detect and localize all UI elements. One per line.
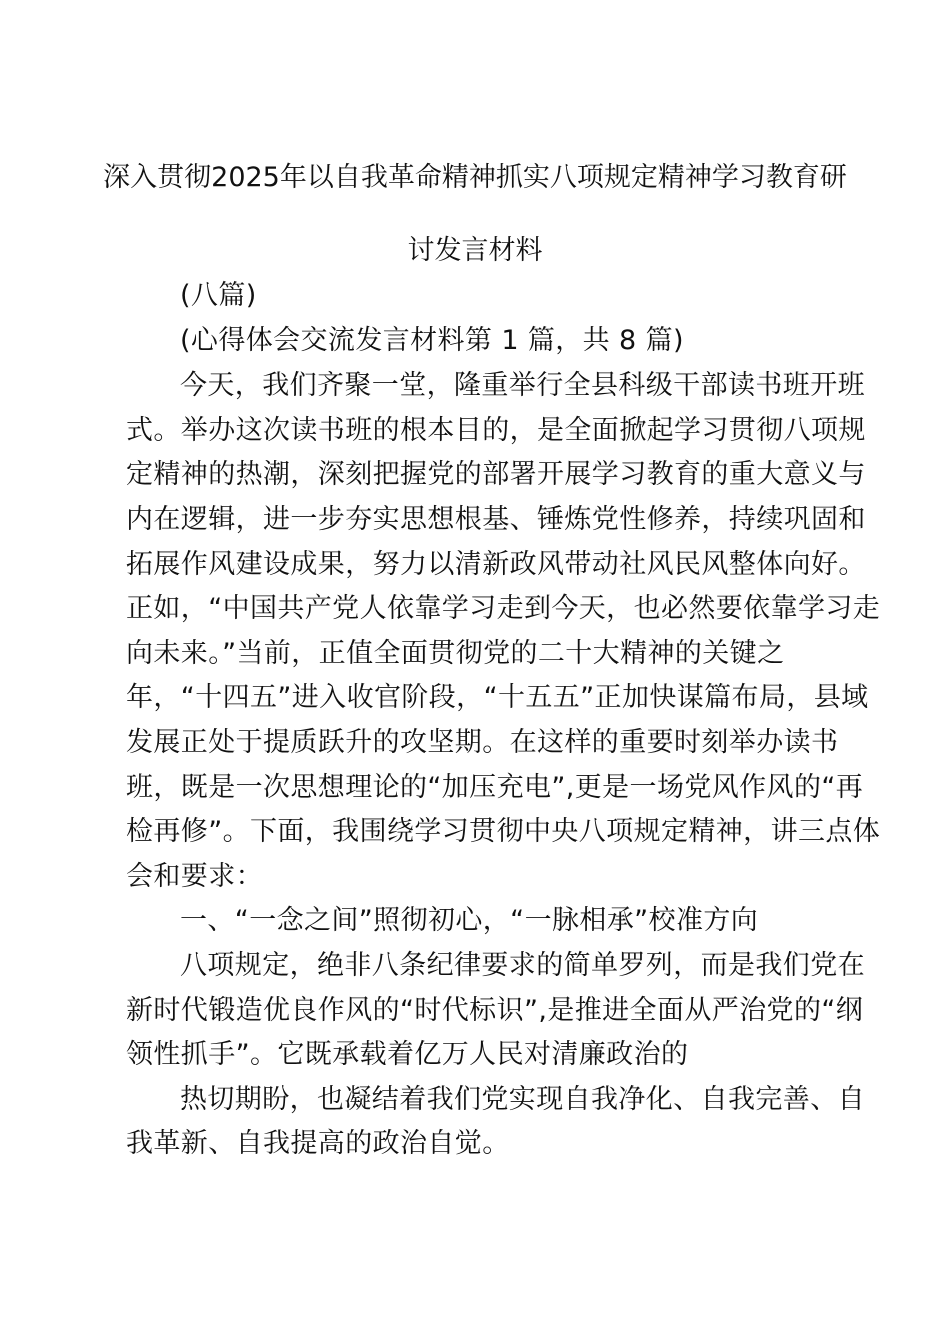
paragraph-line: 新时代锻造优良作风的“时代标识”,是推进全面从严治党的“纲 (126, 995, 864, 1026)
paragraph-line: 年，“十四五”进入收官阶段，“十五五”正加快谋篇布局，县域 (126, 682, 869, 713)
paragraph-line: 发展正处于提质跃升的攻坚期。在这样的重要时刻举办读书 (126, 727, 839, 758)
paragraph-line: 定精神的热潮，深刻把握党的部署开展学习教育的重大意义与 (126, 459, 866, 490)
document-title-line-2: 讨发言材料 (407, 235, 543, 266)
series-note: (心得体会交流发言材料第 1 篇，共 8 篇) (180, 325, 684, 356)
paragraph-line: 班，既是一次思想理论的“加压充电”,更是一场党风作风的“再 (126, 772, 864, 803)
paragraph-line: 今天，我们齐聚一堂，隆重举行全县科级干部读书班开班 (180, 370, 865, 401)
paragraph-line: 检再修”。下面，我围绕学习贯彻中央八项规定精神，讲三点体 (126, 816, 881, 847)
paragraph-line: 向未来。”当前，正值全面贯彻党的二十大精神的关键之 (126, 638, 785, 669)
paragraph-line: 内在逻辑，进一步夯实思想根基、锤炼党性修养，持续巩固和 (126, 504, 866, 535)
paragraph-line: 正如，“中国共产党人依靠学习走到今天，也必然要依靠学习走 (126, 593, 881, 624)
paragraph-line: 领性抓手”。它既承载着亿万人民对清廉政治的 (126, 1039, 689, 1070)
paragraph-line: 八项规定，绝非八条纪律要求的简单罗列，而是我们党在 (180, 950, 865, 981)
document-title-line-1: 深入贯彻2025年以自我革命精神抓实八项规定精神学习教育研 (103, 162, 847, 193)
paragraph-line: 我革新、自我提高的政治自觉。 (126, 1128, 510, 1159)
section-heading: 一、“一念之间”照彻初心，“一脉相承”校准方向 (180, 905, 759, 936)
paragraph-line: 式。举办这次读书班的根本目的，是全面掀起学习贯彻八项规 (126, 415, 866, 446)
document-subtitle: (八篇) (180, 280, 257, 311)
paragraph-line: 拓展作风建设成果，努力以清新政风带动社风民风整体向好。 (126, 549, 866, 580)
paragraph-line: 热切期盼，也凝结着我们党实现自我净化、自我完善、自 (180, 1084, 865, 1115)
paragraph-line: 会和要求： (126, 861, 263, 892)
